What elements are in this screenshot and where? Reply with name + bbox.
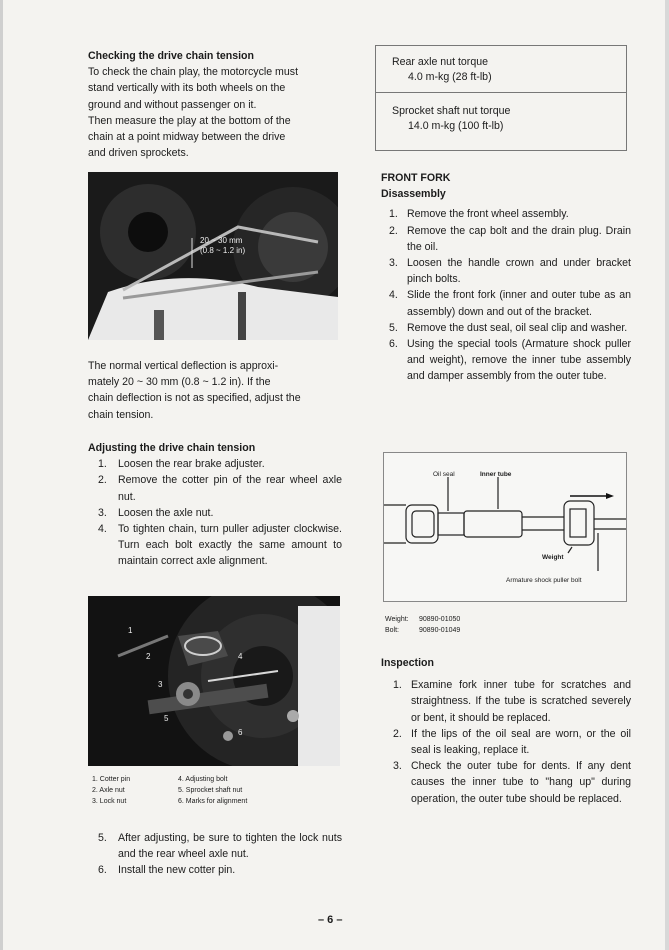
disassembly-step	[381, 206, 631, 222]
legend-number: 5.	[178, 787, 184, 794]
disassembly-step	[381, 287, 631, 319]
legend-text: Lock nut	[99, 798, 127, 805]
step-text: If the lips of the oil seal are worn, or the oil seal is leaking, replace it.	[411, 727, 631, 757]
tool-value: 90890-01049	[419, 627, 461, 634]
adjust-steps-list	[88, 456, 342, 569]
tool-label: Bolt:	[385, 627, 400, 634]
final-steps-section	[88, 830, 342, 879]
tool-label: Weight:	[385, 616, 409, 623]
deflection-line: chain deflection is not as specified, adjust the	[88, 392, 301, 405]
legend-item	[178, 774, 318, 785]
adjust-heading: Adjusting the drive chain tension	[88, 442, 256, 454]
tool-number-row	[385, 614, 460, 625]
inspection-heading: Inspection	[381, 657, 434, 669]
step-text: Slide the front fork (inner and outer tube as an assembly) down and out of the bracket.	[407, 289, 631, 318]
torque-value: 4.0 m-kg (28 ft-lb)	[408, 71, 492, 83]
legend-text: Sprocket shaft nut	[185, 787, 243, 794]
callout-2: 2	[146, 652, 151, 661]
legend-text: Adjusting bolt	[185, 776, 228, 783]
legend-number: 6.	[178, 798, 184, 805]
step-text: Remove the front wheel assembly.	[407, 208, 569, 221]
deflection-section	[88, 358, 342, 423]
step-number: 4.	[98, 523, 107, 536]
step-text: Loosen the handle crown and under bracket pinch bolts.	[407, 257, 631, 286]
front-fork-section	[381, 170, 631, 385]
step-text: After adjusting, be sure to tighten the lock nuts and the rear wheel axle nut.	[118, 832, 342, 861]
torque-spec-box	[375, 45, 627, 151]
step-text: Install the new cotter pin.	[118, 864, 236, 877]
fork-puller-diagram	[383, 452, 627, 602]
step-number: 2.	[98, 474, 107, 487]
step-number: 3.	[393, 760, 402, 773]
disassembly-heading: Disassembly	[381, 188, 446, 201]
rear-axle-photo	[88, 596, 340, 766]
legend-number: 2.	[92, 787, 98, 794]
inspection-step	[381, 758, 631, 807]
step-number: 1.	[389, 208, 398, 221]
weight-label: Weight	[542, 554, 564, 561]
torque-label: Rear axle nut torque	[392, 56, 488, 68]
disassembly-steps-list	[381, 206, 631, 384]
tool-value: 90890-01050	[419, 616, 461, 623]
slack-measure-label	[200, 236, 245, 256]
disassembly-step	[381, 255, 631, 287]
check-line: ground and without passenger on it.	[88, 98, 257, 111]
step-number: 3.	[389, 257, 398, 270]
final-step	[88, 830, 342, 862]
step-text: Using the special tools (Armature shock puller and weight), remove the inner tube assembly and damper assembly from the outer tube.	[407, 338, 631, 383]
step-number: 5.	[389, 321, 398, 334]
disassembly-step	[381, 223, 631, 255]
legend-text: Marks for alignment	[185, 798, 248, 805]
step-text: Examine fork inner tube for scratches and straightness. If the tube is scratched severely or bent, it should be replaced.	[411, 679, 631, 724]
legend-item	[178, 785, 318, 796]
slack-in-label: (0.8 ~ 1.2 in)	[200, 246, 246, 255]
legend-col-2	[178, 774, 318, 807]
tool-number-row	[385, 625, 460, 636]
check-line: To check the chain play, the motorcycle must	[88, 66, 299, 79]
tool-numbers	[385, 614, 460, 636]
callout-6: 6	[238, 728, 243, 737]
rear-axle-torque	[392, 55, 492, 85]
adjust-step	[88, 472, 342, 504]
legend-number: 4.	[178, 776, 184, 783]
sprocket-torque	[392, 104, 510, 134]
step-number: 2.	[389, 224, 398, 237]
deflection-line: mately 20 ~ 30 mm (0.8 ~ 1.2 in). If the	[88, 376, 271, 389]
check-line: stand vertically with its both wheels on the	[88, 82, 286, 95]
legend-number: 1.	[92, 776, 98, 783]
section-heading: FRONT FORK	[381, 172, 451, 184]
adjust-step	[88, 456, 342, 472]
final-step	[88, 862, 342, 878]
torque-divider	[376, 92, 626, 93]
check-line: Then measure the play at the bottom of the	[88, 114, 291, 127]
callout-1: 1	[128, 626, 133, 635]
inspection-steps-list	[381, 677, 631, 807]
final-steps-list	[88, 830, 342, 879]
rear-axle-illustration	[88, 596, 340, 766]
page-edge-left	[0, 0, 3, 950]
legend-item	[178, 796, 318, 807]
adjust-step	[88, 505, 342, 521]
check-line: chain at a point midway between the drive	[88, 131, 286, 144]
step-number: 6.	[389, 338, 398, 351]
legend-text: Axle nut	[99, 787, 125, 794]
inner-tube-label: Inner tube	[480, 471, 512, 478]
step-text: To tighten chain, turn puller adjuster clockwise. Turn each bolt exactly the same amount to maintain correct axle alignment.	[118, 523, 342, 568]
page-edge-right	[665, 0, 669, 950]
check-heading: Checking the drive chain tension	[88, 50, 255, 62]
disassembly-step	[381, 336, 631, 385]
inspection-step	[381, 677, 631, 726]
callout-5: 5	[164, 714, 169, 723]
adjust-step	[88, 521, 342, 570]
legend-number: 3.	[92, 798, 98, 805]
page-number: – 6 –	[318, 914, 343, 926]
deflection-line: The normal vertical deflection is approxi-	[88, 360, 279, 372]
check-line: and driven sprockets.	[88, 147, 189, 160]
step-text: Loosen the axle nut.	[118, 506, 214, 519]
legend-text: Cotter pin	[99, 776, 131, 783]
step-number: 1.	[98, 458, 107, 471]
checking-section	[88, 48, 342, 161]
step-number: 3.	[98, 506, 107, 519]
callout-3: 3	[158, 680, 163, 689]
step-number: 4.	[389, 289, 398, 302]
step-text: Loosen the rear brake adjuster.	[118, 458, 265, 471]
step-number: 2.	[393, 727, 402, 740]
step-text: Remove the dust seal, oil seal clip and washer.	[407, 321, 628, 334]
oil-seal-label: Oil seal	[433, 471, 455, 478]
adjust-section	[88, 440, 342, 570]
deflection-line: chain tension.	[88, 408, 154, 421]
step-text: Remove the cap bolt and the drain plug. Drain the oil.	[407, 224, 631, 253]
step-number: 1.	[393, 679, 402, 692]
callout-4: 4	[238, 652, 243, 661]
step-number: 6.	[98, 864, 107, 877]
slack-mm-label: 20 ~ 30 mm	[200, 236, 243, 245]
chain-slack-photo	[88, 172, 338, 340]
step-number: 5.	[98, 832, 107, 844]
disassembly-step	[381, 320, 631, 336]
torque-label: Sprocket shaft nut torque	[392, 105, 511, 117]
puller-bolt-label: Armature shock puller bolt	[506, 577, 582, 584]
step-text: Remove the cotter pin of the rear wheel axle nut.	[118, 474, 342, 503]
inspection-section	[381, 655, 631, 807]
chain-slack-illustration	[88, 172, 338, 340]
torque-value: 14.0 m-kg (100 ft-lb)	[408, 120, 504, 132]
inspection-step	[381, 726, 631, 758]
step-text: Check the outer tube for dents. If any dent causes the inner tube to "hang up" during operation, the outer tube should be replaced.	[411, 760, 631, 805]
